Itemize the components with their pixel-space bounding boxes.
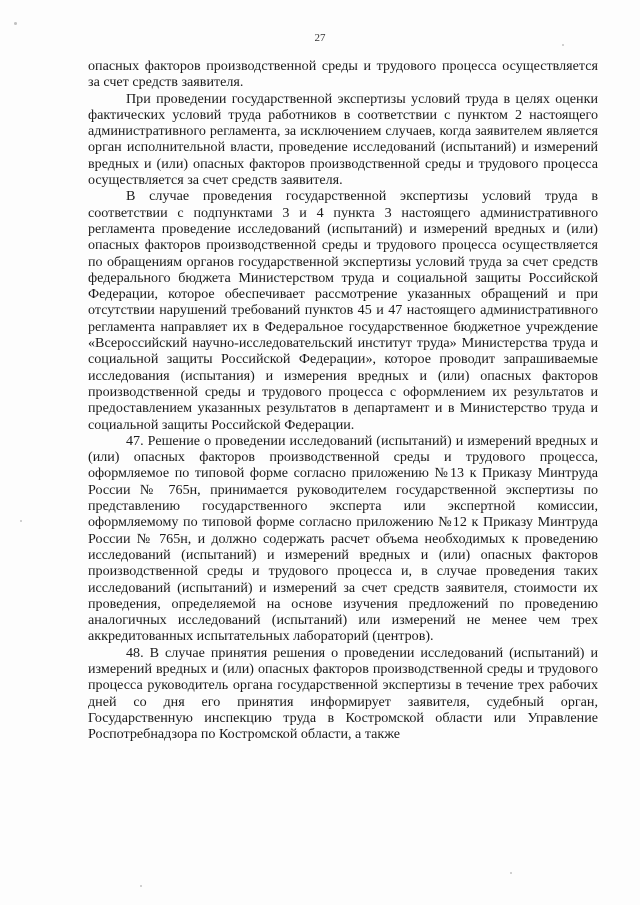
page-number: 27 bbox=[314, 32, 326, 44]
document-body bbox=[88, 58, 598, 742]
scan-speck bbox=[510, 872, 512, 874]
paragraph-48-notification: 48. В случае принятия решения о проведении исследований (испытаний) и измерений вредных и (или) опасных факторов производственной среды и трудового процесса руководитель органа государственной экспертизы в течение трех рабочих дней со дня его принятия информирует заявителя, судебный орган, Государственную инспекцию труда в Костромской области или Управление Роспотребнадзора по Костромской области, а также bbox=[88, 644, 598, 743]
scan-speck bbox=[140, 885, 142, 887]
paragraph-continuation: опасных факторов производственной среды и трудового процесса осуществляется за счет средств заявителя. bbox=[88, 58, 598, 91]
paragraph-47-decision: 47. Решение о проведении исследований (испытаний) и измерений вредных и (или) опасных факторов производственной среды и трудового процесса, оформляемое по типовой форме согласно приложению №13 к Приказу Минтруда России № 765н, принимается руководителем государственной экспертизы по представлению государственного эксперта или экспертной комиссии, оформляемому по типовой форме согласно приложению №12 к Приказу Минтруда России № 765н, и должно содержать расчет объема необходимых к проведению исследований (испытаний) и измерений вредных и (или) опасных факторов производственной среды и трудового процесса и, в случае проведения таких исследований (испытаний) и измерений за счет средств заявителя, стоимости их проведения, определяемой на основе изучения предложений по проведению аналогичных исследований (испытаний) или измерений не менее чем трех аккредитованных испытательных лабораторий (центров). bbox=[88, 432, 598, 645]
paragraph-expertise-cost: При проведении государственной экспертизы условий труда в целях оценки фактических условий труда работников в соответствии с пунктом 2 настоящего административного регламента, за исключением случаев, когда заявителем является орган исполнительной власти, проведение исследований (испытаний) и измерений вредных и (или) опасных факторов производственной среды и трудового процесса осуществляется за счет средств заявителя. bbox=[88, 90, 598, 189]
scan-speck bbox=[14, 22, 17, 25]
scan-speck bbox=[562, 44, 564, 46]
paragraph-federal-budget: В случае проведения государственной экспертизы условий труда в соответствии с подпунктами 3 и 4 пункта 3 настоящего административного регламента проведение исследований (испытаний) и измерений вредных и (или) опасных факторов производственной среды и трудового процесса осуществляется по обращениям органов государственной экспертизы условий труда за счет средств федерального бюджета Министерством труда и социальной защиты Российской Федерации, которое обеспечивает рассмотрение указанных обращений и при отсутствии нарушений требований пунктов 45 и 47 настоящего административного регламента направляет их в Федеральное государственное бюджетное учреждение «Всероссийский научно-исследовательский институт труда» Министерства труда и социальной защиты Российской Федерации», которое проводит запрашиваемые исследования (испытания) и измерения вредных и (или) опасных факторов производственной среды и трудового процесса с оформлением их результатов и предоставлением указанных результатов в департамент и в Министерство труда и социальной защиты Российской Федерации. bbox=[88, 188, 598, 433]
scan-speck bbox=[20, 520, 22, 522]
